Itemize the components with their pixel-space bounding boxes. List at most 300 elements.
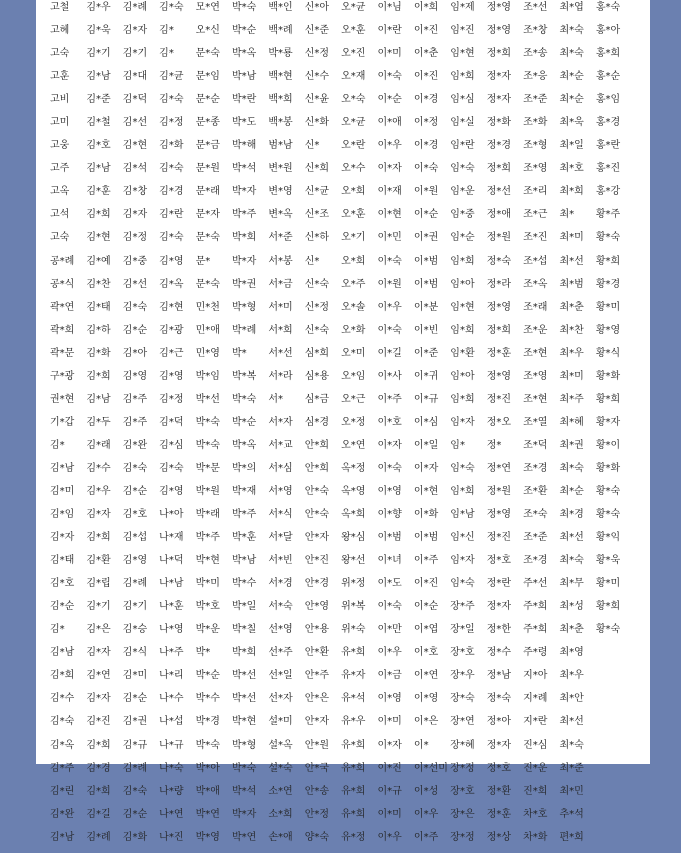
name-cell: 박*자 [231, 255, 257, 267]
name-cell: 박* [231, 347, 247, 359]
name-cell: 오*정 [341, 416, 366, 428]
name-cell: 박*례 [231, 324, 257, 336]
name-cell: 안*자 [304, 532, 330, 544]
name-cell: 임*환 [450, 347, 475, 359]
name-cell [596, 784, 632, 807]
name-cell: 이*성 [413, 785, 439, 797]
name-cell: 박*석 [231, 163, 257, 175]
name-cell: 백*희 [268, 94, 293, 106]
name-cell: 유*자 [341, 670, 366, 682]
name-cell: 김* [159, 25, 174, 37]
name-cell: 정*진 [486, 532, 512, 544]
name-cell: 정*훈 [486, 347, 512, 359]
name-cell: 정*자 [486, 94, 512, 106]
name-cell: 김*기 [122, 48, 148, 60]
name-cell: 고미 [50, 117, 70, 129]
name-cell: 민*천 [195, 301, 220, 313]
name-cell: 김*진 [86, 716, 111, 728]
name-cell: 백*례 [268, 25, 293, 37]
name-cell: 정*영 [486, 370, 512, 382]
name-cell: 이*재 [377, 186, 402, 198]
name-cell: 조*경 [523, 555, 548, 567]
name-cell: 안*용 [304, 624, 330, 636]
name-cell: 이*일 [413, 439, 439, 451]
name-cell: 이*우 [377, 301, 402, 313]
name-cell: 김*례 [122, 578, 148, 590]
name-cell: 황*이 [595, 439, 621, 451]
name-cell: 임*자 [450, 555, 475, 567]
name-cell: 최*경 [559, 509, 584, 521]
name-cell: 박*남 [231, 555, 257, 567]
name-cell: 김*현 [159, 301, 184, 313]
name-cell: 황*숙 [595, 624, 621, 636]
name-cell: 유*희 [341, 785, 366, 797]
name-cell: 임*희 [450, 71, 475, 83]
name-cell: 김*완 [50, 808, 75, 820]
name-cell: 모*연 [195, 2, 220, 13]
name-cell: 조*근 [523, 209, 548, 221]
name-cell: 정*한 [486, 624, 512, 636]
name-cell: 문*순 [195, 94, 220, 106]
name-cell: 김*숙 [122, 785, 148, 797]
name-cell: 최*선 [559, 532, 584, 544]
name-cell: 김*철 [86, 117, 111, 129]
name-cell: 안*숙 [304, 509, 330, 521]
name-cell: 박*주 [231, 509, 257, 521]
name-cell: 이*정 [413, 117, 439, 129]
name-cell: 김*숙 [122, 462, 148, 474]
name-cell: 임*남 [450, 509, 475, 521]
name-cell: 이*호 [377, 416, 402, 428]
name-cell: 이*규 [377, 785, 402, 797]
name-cell: 이*선미 [413, 762, 448, 774]
name-cell: 장*은 [450, 808, 475, 820]
name-cell: 홍*란 [595, 140, 621, 152]
name-cell: 김*호 [122, 509, 148, 521]
name-cell: 최*춘 [559, 624, 584, 636]
name-cell: 홍*숙 [595, 2, 621, 13]
name-cell: 이*자 [377, 439, 402, 451]
name-cell: 최*영 [559, 647, 584, 659]
name-cell: 오*훈 [341, 209, 366, 221]
name-cell: 김*화 [159, 140, 184, 152]
name-cell: 신*준 [304, 25, 330, 37]
name-cell: 고숙 [50, 232, 70, 244]
name-cell: 이*진 [413, 71, 439, 83]
name-cell: 조*형 [523, 140, 548, 152]
name-cell: 장*연 [450, 716, 475, 728]
name-cell: 조*영 [523, 163, 548, 175]
name-cell: 임*숙 [450, 578, 475, 590]
name-cell: 이*은 [413, 716, 439, 728]
name-cell: 이*춘 [413, 48, 439, 60]
name-cell: 권*현 [50, 393, 75, 405]
name-cell: 정*숙 [486, 255, 512, 267]
name-cell: 정*원 [486, 485, 512, 497]
name-cell: 이*민 [377, 232, 402, 244]
name-cell: 안*진 [304, 555, 330, 567]
name-cell: 박*원 [195, 485, 220, 497]
name-cell: 김*덕 [159, 416, 184, 428]
name-cell: 서*선 [268, 347, 293, 359]
name-cell: 김*균 [159, 71, 184, 83]
name-cell: 김*덕 [122, 94, 148, 106]
name-cell: 최*준 [559, 762, 584, 774]
name-cell: 정*원 [486, 232, 512, 244]
name-cell: 유*희 [341, 739, 366, 751]
name-cell: 조*창 [523, 25, 548, 37]
name-cell: 심*금 [304, 393, 330, 405]
name-cell: 김*영 [159, 370, 184, 382]
name-cell: 이*범 [413, 532, 439, 544]
name-cell: 임*현 [450, 48, 475, 60]
name-cell: 박*애 [195, 785, 220, 797]
name-cell: 이*자 [377, 163, 402, 175]
name-cell: 박*자 [231, 808, 257, 820]
name-cell: 정*애 [486, 209, 512, 221]
name-cell [596, 738, 632, 761]
name-cell: 최* [559, 209, 575, 221]
name-cell: 오*희 [341, 255, 366, 267]
name-cell: 이*호 [413, 647, 439, 659]
name-cell: 김*숙 [159, 2, 184, 13]
name-cell: 김*수 [50, 693, 75, 705]
name-cell: 최*순 [559, 71, 584, 83]
name-cell: 김*기 [86, 601, 111, 613]
name-cell: 나*섭 [159, 716, 184, 728]
name-cell: 변*원 [268, 163, 293, 175]
name-cell: 소*연 [268, 785, 293, 797]
name-cell: 이*사 [377, 370, 402, 382]
name-cell: 이*숙 [377, 255, 402, 267]
name-cell: 안*원 [304, 739, 330, 751]
name-cell: 이*금 [377, 670, 402, 682]
name-cell: 이*우 [377, 647, 402, 659]
name-cell: 이*미 [377, 808, 402, 820]
name-cell: 김*아 [122, 347, 148, 359]
name-cell: 김*례 [122, 762, 148, 774]
name-cell: 고옥 [50, 186, 70, 198]
name-cell: 최*성 [559, 601, 584, 613]
name-cell: 박*수 [195, 693, 220, 705]
name-cell: 박*수 [231, 578, 257, 590]
name-cell: 김*순 [122, 808, 148, 820]
name-cell: 김*례 [86, 831, 111, 843]
name-cell: 이*영 [413, 693, 439, 705]
name-cell: 김*영 [159, 485, 184, 497]
name-cell: 임*중 [450, 209, 475, 221]
name-cell: 박*권 [231, 278, 257, 290]
name-cell: 정*란 [486, 578, 512, 590]
name-cell: 유*희 [341, 647, 366, 659]
name-cell: 유*우 [341, 716, 366, 728]
name-cell: 정*희 [486, 48, 512, 60]
name-cell: 김*정 [159, 393, 184, 405]
name-cell: 김*자 [86, 693, 111, 705]
name-cell: 곽*희 [50, 324, 75, 336]
name-cell: 김*숙 [159, 163, 184, 175]
name-cell: 김*주 [50, 762, 75, 774]
name-cell: 김*남 [50, 831, 75, 843]
name-cell: 최*혜 [559, 416, 584, 428]
name-cell: 나*재 [159, 532, 184, 544]
name-cell: 최*춘 [559, 301, 584, 313]
name-cell: 김*하 [86, 324, 111, 336]
name-cell: 김*완 [122, 439, 148, 451]
name-cell: 이*자 [377, 739, 402, 751]
name-cell: 김*자 [50, 532, 75, 544]
name-cell: 김*연 [86, 670, 111, 682]
name-cell: 조*섭 [523, 255, 548, 267]
name-cell: 김* [50, 439, 65, 451]
name-cell: 유*석 [341, 693, 366, 705]
name-cell: 서*교 [268, 439, 293, 451]
name-cell: 곽*문 [50, 347, 75, 359]
name-cell: 최*선 [559, 716, 584, 728]
name-cell: 김*길 [86, 808, 111, 820]
name-cell: 임*아 [450, 278, 475, 290]
name-cell: 황*주 [595, 209, 621, 221]
name-cell: 임*실 [450, 117, 475, 129]
name-cell: 정*숙 [486, 693, 512, 705]
name-cell: 김*광 [159, 324, 184, 336]
name-cell: 오*재 [341, 71, 366, 83]
name-list-sheet [36, 0, 650, 843]
name-cell: 서*빈 [268, 555, 293, 567]
name-cell: 이*화 [413, 509, 439, 521]
name-cell: 이*진 [413, 25, 439, 37]
name-cell: 주*령 [523, 647, 548, 659]
name-cell: 안*주 [304, 670, 330, 682]
name-cell: 박*희 [231, 232, 257, 244]
name-cell: 이*숙 [377, 71, 402, 83]
name-cell: 고훈 [50, 71, 70, 83]
name-cell: 조*덕 [523, 439, 548, 451]
name-cell: 안*자 [304, 716, 330, 728]
name-cell: 황*숙 [595, 509, 621, 521]
name-cell: 오*연 [341, 439, 366, 451]
name-cell: 박* [195, 647, 211, 659]
name-cell: 조*응 [523, 71, 548, 83]
name-cell: 이*우 [413, 808, 439, 820]
name-cell: 김*순 [50, 601, 75, 613]
name-cell: 임*란 [450, 140, 475, 152]
name-cell: 이*진 [413, 578, 439, 590]
name-cell: 김*우 [86, 2, 111, 13]
name-cell: 임*희 [450, 255, 475, 267]
name-cell: 양*숙 [304, 831, 330, 843]
name-cell: 장*호 [450, 647, 475, 659]
name-cell: 유*희 [341, 808, 366, 820]
name-cell: 김*옥 [50, 739, 75, 751]
name-cell: 오*기 [341, 232, 366, 244]
name-cell: 김*현 [86, 232, 111, 244]
name-cell: 이*희 [413, 2, 439, 13]
name-cell: 최*우 [559, 670, 584, 682]
name-cell: 김*식 [122, 647, 148, 659]
name-cell: 임*신 [450, 532, 475, 544]
name-cell: 임*희 [450, 393, 475, 405]
name-cell: 차*화 [523, 831, 548, 843]
name-cell: 임*숙 [450, 163, 475, 175]
name-cell: 김*기 [86, 48, 111, 60]
name-cell [596, 668, 632, 691]
name-cell: 조*진 [523, 232, 548, 244]
name-cell: 이*녀 [377, 555, 402, 567]
name-cell: 이*현 [377, 209, 402, 221]
name-cell: 신*희 [304, 163, 330, 175]
name-cell: 김*미 [50, 485, 75, 497]
name-cell: 최*순 [559, 485, 584, 497]
name-cell: 문* [195, 255, 211, 267]
name-cell: 이*원 [413, 186, 439, 198]
name-cell: 나*규 [159, 739, 184, 751]
name-cell: 홍*희 [595, 48, 621, 60]
name-cell [596, 807, 632, 830]
name-cell: 손*애 [268, 831, 293, 843]
name-cell: 박*경 [195, 716, 220, 728]
name-cell: 황*영 [595, 324, 621, 336]
name-cell: 진*심 [523, 739, 548, 751]
name-cell: 나*아 [159, 509, 184, 521]
name-cell: 조*영 [523, 370, 548, 382]
name-cell: 황*식 [595, 347, 621, 359]
name-cell: 이*애 [377, 117, 402, 129]
name-cell: 정*선 [486, 186, 512, 198]
name-cell [596, 691, 632, 714]
name-cell: 박*복 [231, 370, 257, 382]
name-cell: 기*갑 [50, 416, 75, 428]
name-cell: 정*호 [486, 555, 512, 567]
name-cell: 김*태 [86, 301, 111, 313]
name-cell: 박*숙 [231, 2, 257, 13]
name-cell: 황*욱 [595, 555, 621, 567]
name-cell: 이*자 [413, 462, 439, 474]
name-cell: 오*희 [341, 186, 366, 198]
name-cell: 김*호 [86, 140, 111, 152]
name-cell: 박*호 [195, 601, 220, 613]
name-cell: 정*영 [486, 301, 512, 313]
name-cell: 조*화 [523, 117, 548, 129]
name-cell: 박*순 [195, 670, 220, 682]
name-cell: 김*숙 [159, 462, 184, 474]
name-cell: 옥*희 [341, 509, 366, 521]
name-cell: 심*희 [304, 347, 330, 359]
name-cell: 홍*경 [595, 117, 621, 129]
name-cell: 선*일 [268, 670, 293, 682]
name-cell: 이*향 [377, 509, 402, 521]
name-cell: 조*선 [523, 2, 548, 13]
name-cell: 박*해 [231, 140, 257, 152]
name-cell: 김*석 [122, 163, 148, 175]
name-cell: 이*원 [377, 278, 402, 290]
name-cell: 조*준 [523, 532, 548, 544]
name-cell: 심*용 [304, 370, 330, 382]
name-cell: 정*화 [486, 117, 512, 129]
name-cell: 임*현 [450, 301, 475, 313]
name-cell: 최*엽 [559, 2, 584, 13]
name-cell: 장*정 [450, 831, 475, 843]
name-cell: 공*식 [50, 278, 75, 290]
name-cell: 나*진 [159, 831, 184, 843]
name-cell: 나*영 [159, 624, 184, 636]
name-grid [50, 0, 650, 853]
name-cell: 박*숙 [195, 439, 220, 451]
name-cell: 정*호 [486, 762, 512, 774]
name-cell: 서* [268, 393, 284, 405]
name-cell [596, 761, 632, 784]
name-cell: 조*송 [523, 48, 548, 60]
name-cell: 서*미 [268, 301, 293, 313]
name-cell: 변*영 [268, 186, 293, 198]
name-cell: 김*권 [122, 716, 148, 728]
name-cell: 이*심 [413, 416, 439, 428]
name-cell: 지*아 [523, 670, 548, 682]
name-cell: 김*영 [122, 555, 148, 567]
name-cell: 오*숙 [341, 94, 366, 106]
name-cell: 안*숙 [304, 485, 330, 497]
name-cell: 최*선 [559, 255, 584, 267]
name-cell: 문*자 [195, 209, 220, 221]
name-cell: 조*열 [523, 416, 548, 428]
name-cell: 김*규 [122, 739, 148, 751]
name-cell: 나*훈 [159, 601, 184, 613]
name-cell: 임*운 [450, 186, 475, 198]
name-cell: 정*라 [486, 278, 512, 290]
name-cell: 임* [450, 439, 465, 451]
name-cell: 고숙 [50, 48, 70, 60]
name-cell: 김*순 [122, 485, 148, 497]
name-cell: 왕*심 [341, 532, 366, 544]
name-cell: 신* [304, 140, 320, 152]
name-cell: 이*영 [377, 693, 402, 705]
name-cell: 이*미 [377, 48, 402, 60]
name-cell: 안*경 [304, 578, 330, 590]
name-cell: 지*례 [523, 693, 548, 705]
name-cell: 황*화 [595, 370, 621, 382]
name-cell: 오*솔 [341, 301, 366, 313]
name-cell: 박*도 [231, 117, 257, 129]
name-cell: 박*희 [231, 647, 257, 659]
name-cell: 서*금 [268, 278, 293, 290]
name-cell: 신*정 [304, 301, 330, 313]
name-cell: 신*아 [304, 2, 330, 13]
name-cell [596, 830, 632, 853]
name-cell: 주*희 [523, 624, 548, 636]
name-cell: 정*자 [486, 71, 512, 83]
name-cell: 최*범 [559, 278, 584, 290]
name-cell: 이*분 [413, 301, 439, 313]
name-cell: 문*금 [195, 140, 220, 152]
name-cell: 이*만 [377, 624, 402, 636]
name-cell: 김*숙 [50, 716, 75, 728]
name-cell: 나*연 [159, 808, 184, 820]
name-cell: 최*숙 [559, 555, 584, 567]
name-cell: 박*주 [195, 532, 220, 544]
name-cell: 김*화 [86, 347, 111, 359]
name-cell: 장*주 [450, 601, 475, 613]
name-cell: 김*희 [86, 532, 111, 544]
name-cell: 정* [486, 439, 502, 451]
name-cell: 이*도 [377, 578, 402, 590]
name-cell: 이*숙 [377, 601, 402, 613]
name-cell: 나*덕 [159, 555, 184, 567]
name-cell: 오*란 [341, 140, 366, 152]
name-cell: 최*찬 [559, 324, 584, 336]
name-cell: 정*연 [486, 462, 512, 474]
name-cell: 구*광 [50, 370, 75, 382]
name-cell: 최*권 [559, 439, 584, 451]
